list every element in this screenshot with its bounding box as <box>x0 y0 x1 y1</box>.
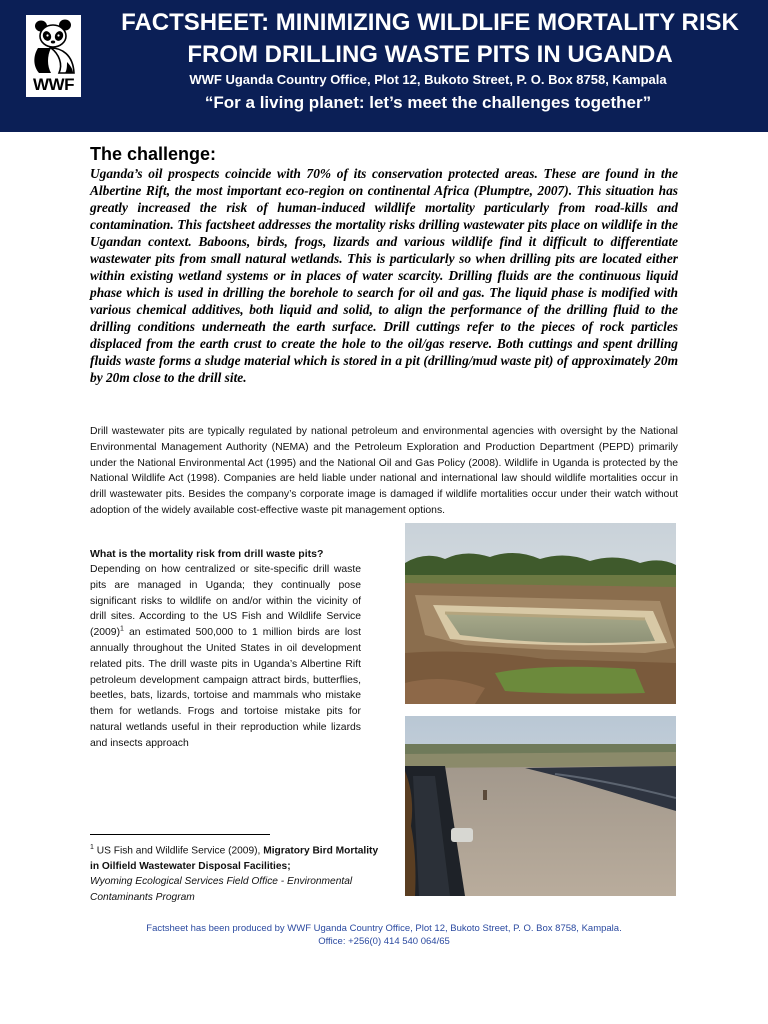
drilling-pit-photo-2 <box>405 716 676 896</box>
challenge-paragraph: Uganda’s oil prospects coincide with 70% of its conservation protected areas. These are found in the Albertine Rift, the most important eco-region on continental Africa (Plumptre, 2007). This situation has greatly increased the risk of human-induced wildlife mortality particularly from road-kills and contamination. This factsheet addresses the mortality risks drilling wastewater pits place on wildlife in the Ugandan context. Baboons, birds, frogs, lizards and various wildlife find it difficult to differentiate wastewater pits from small natural wetlands. This is particularly so when drilling pits are located either within existing wetland systems or in places of water scarcity. Drilling fluids are the continuous liquid phase which is used in drilling the borehole to search for oil and gas. The liquid phase is modified with various chemical additives, both liquid and solid, to align the performance of the drilling fluid to the drilling conditions underneath the earth surface. Drill cuttings refer to the pieces of rock particles displaced from the earth crust to create the hole to the oil/gas reserve. Both cuttings and spent drilling fluids waste forms a sludge material which is stored in a pit (drilling/mud waste pit) of approximately 20m by 20m close to the drill site. <box>90 166 678 385</box>
office-address: WWF Uganda Country Office, Plot 12, Bukoto Street, P. O. Box 8758, Kampala <box>189 72 667 87</box>
logo-wordmark: WWF <box>33 75 74 94</box>
footnote-title: Migratory Bird Mortality in Oilfield Wastewater Disposal Facilities; <box>90 845 379 872</box>
wwf-logo <box>26 15 81 97</box>
mortality-text-part2: an estimated 500,000 to 1 million birds are lost annually throughout the United States in oil development related pits. The drill waste pits in Uganda’s Albertine Rift petroleum development campaign attract birds, butterflies, beetles, bats, lizards, tortoise and mammals who mistake them for wetlands. Frogs and tortoise mistake pits for natural wetlands useful in their reproduction while lizards and insects approach <box>90 627 361 749</box>
mortality-risk-paragraph <box>90 562 361 752</box>
footer-producer: Factsheet has been produced by WWF Uganda Country Office, Plot 12, Bukoto Street, P. O. Box 8758, Kampala. <box>146 923 622 934</box>
panda-icon <box>29 18 78 74</box>
footnote-source: US Fish and Wildlife Service (2009), <box>93 845 264 857</box>
factsheet-title-line1: FACTSHEET: MINIMIZING WILDLIFE MORTALITY RISK <box>121 9 739 36</box>
challenge-heading: The challenge: <box>90 144 217 164</box>
mortality-risk-heading: What is the mortality risk from drill waste pits? <box>90 548 324 560</box>
footnote <box>90 840 380 905</box>
factsheet-title-line2: FROM DRILLING WASTE PITS IN UGANDA <box>187 41 673 68</box>
intro-paragraph: Drill wastewater pits are typically regulated by national petroleum and environmental agencies with oversight by the National Environmental Management Authority (NEMA) and the Petroleum Exploration and Production Department (PEPD) primarily under the National Environmental Act (1995) and the National Oil and Gas Policy (2008). Wildlife in Uganda is protected by the National Wildlife Act (1998). Companies are held liable under national and international law should wildlife mortalities occur in drill wastewater pits. Besides the company’s corporate image is damaged if wildlife mortalities occur under their watch without adoption of the widely available cost-effective waste pit management options. <box>90 426 678 516</box>
footnote-marker: 1 <box>90 844 94 851</box>
footnote-reference[interactable]: 1 <box>120 625 124 633</box>
footnote-office: Wyoming Ecological Services Field Office - Environmental Contaminants Program <box>90 876 353 903</box>
footer-phone: Office: +256(0) 414 540 064/65 <box>318 936 450 947</box>
drilling-pit-photo-1 <box>405 523 676 704</box>
slogan: “For a living planet: let’s meet the challenges together” <box>204 93 652 112</box>
footnote-divider <box>90 834 270 835</box>
mortality-text-part1: Depending on how centralized or site-specific drill waste pits are managed in Uganda; they continually pose significant risks to wildlife on and/or within the vicinity of drill sites. According to the US Fish and Wildlife Service (2009) <box>90 564 361 639</box>
header-banner <box>0 0 768 132</box>
